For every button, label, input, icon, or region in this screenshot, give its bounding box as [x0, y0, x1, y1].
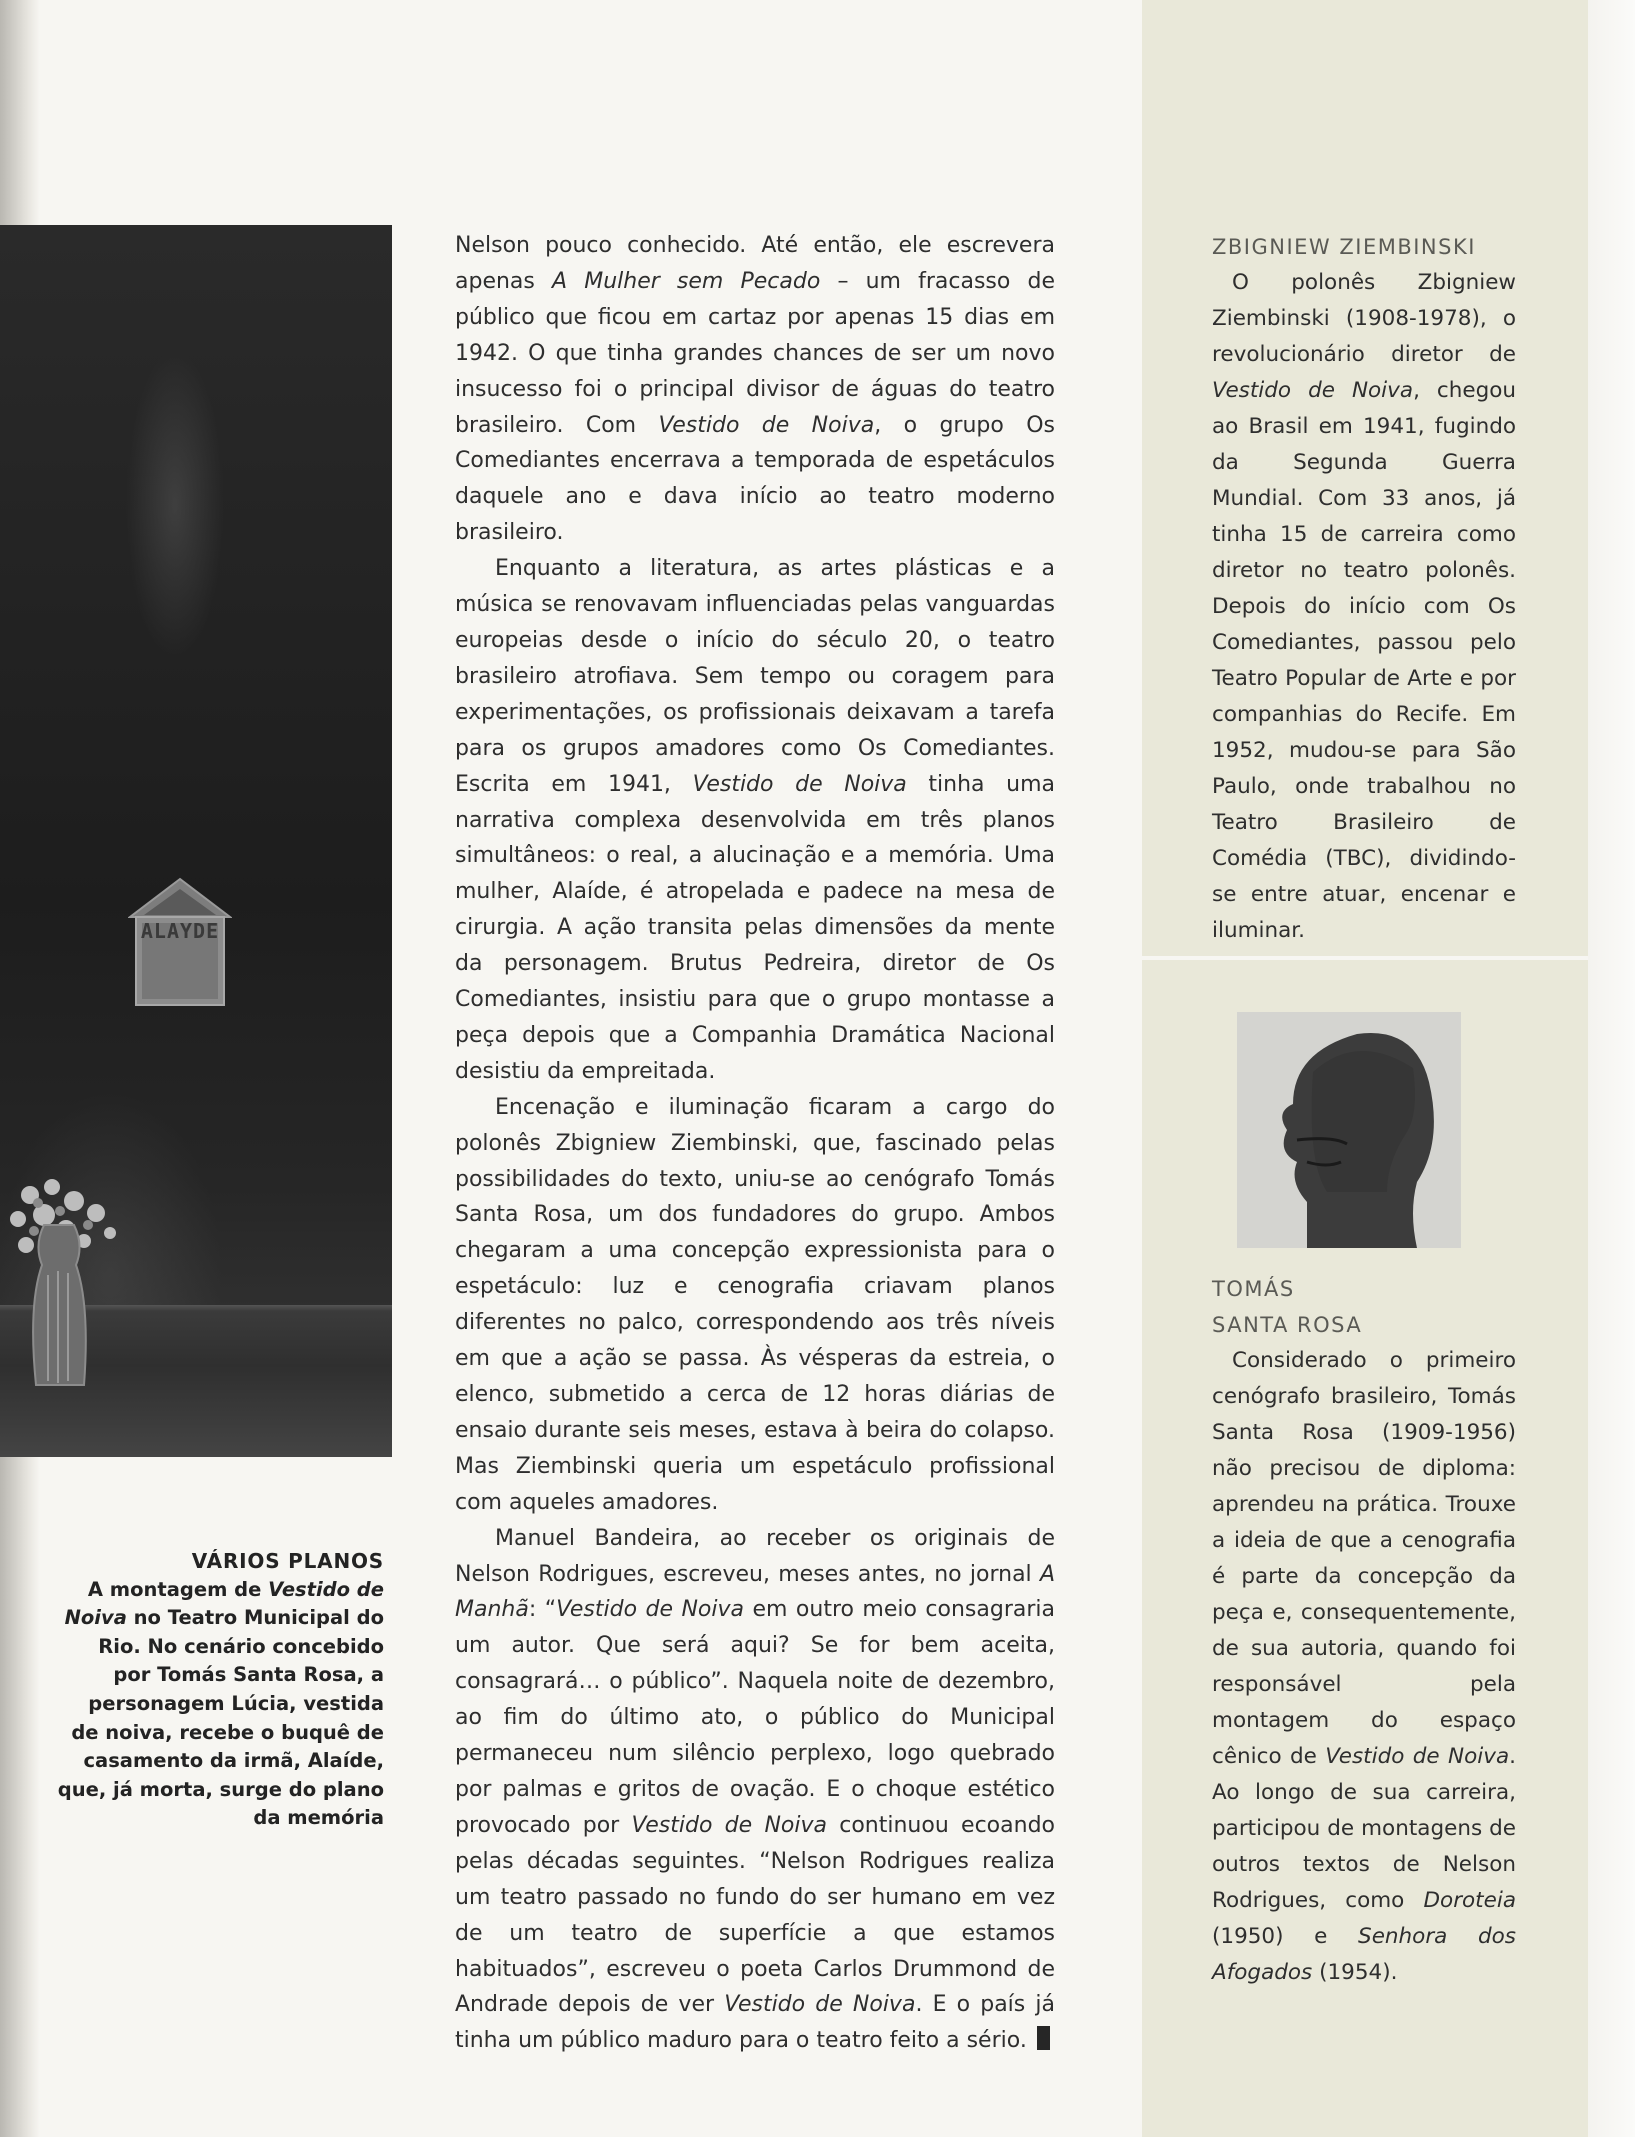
- italic-title: Vestido de Noiva: [64, 1577, 384, 1630]
- tombstone-sign: [128, 877, 232, 1007]
- italic-title: Senhora dos Afogados: [1212, 1924, 1517, 1985]
- text-run: em outro meio consagraria um autor. Que será aqui? Se for bem aceita, consagrará… o público”. Naquela noite de dezembro, ao fim do último ato, o público do Municipal permaneceu num silêncio perplexo, logo quebrado por palmas e gritos de ovação. E o choque estético provocado por: [455, 1597, 1055, 1838]
- italic-title: Vestido de Noiva: [631, 1812, 827, 1838]
- text-run: , chegou ao Brasil em 1941, fugindo da Segunda Guerra Mundial. Com 33 anos, já tinha 15 de carreira como diretor no teatro polonês. Depois do início com Os Comediantes, passou pelo Teatro Popular de Arte e por companhias do Recife. Em 1952, mudou-se para São Paulo, onde trabalhou no Teatro Brasileiro de Comédia (TBC), dividindo-se entre atuar, encenar e iluminar.: [1212, 378, 1516, 943]
- article-body: [455, 228, 1055, 2059]
- sidebar-heading: TOMÁS: [1212, 1277, 1295, 1301]
- text-run: . E o país já tinha um público maduro para o teatro feito a sério.: [455, 1992, 1055, 2054]
- sidebar-heading: ZBIGNIEW ZIEMBINSKI: [1212, 235, 1476, 259]
- article-paragraph: [455, 1090, 1055, 1521]
- article-paragraph: [455, 1521, 1055, 2060]
- text-run: (1950) e: [1212, 1924, 1359, 1949]
- end-of-article-icon: [1037, 2026, 1050, 2050]
- text-run: continuou ecoando pelas décadas seguintes. “Nelson Rodrigues realiza um teatro passado no fundo do ser humano em vez de um teatro de superfície a que estamos habituados”, escreveu o poeta Carlos Drummond de Andrade depois de ver: [455, 1812, 1055, 2018]
- text-run: A montagem de: [87, 1577, 269, 1601]
- sidebar-box-ziembinski: [1212, 229, 1516, 949]
- text-run: , o grupo Os Comediantes encerrava a temporada de espetáculos daquele ano e dava início ao teatro moderno brasileiro.: [455, 412, 1055, 546]
- article-paragraph: [455, 551, 1055, 1090]
- sidebar-body: [1212, 1343, 1516, 1991]
- italic-title: A Mulher sem Pecado: [552, 268, 821, 294]
- italic-title: A Manhã: [455, 1561, 1055, 1623]
- italic-title: Doroteia: [1423, 1888, 1516, 1913]
- sidebar-divider: [1142, 956, 1588, 960]
- sidebar-body: [1212, 265, 1516, 949]
- caption-title: VÁRIOS PLANOS: [191, 1549, 384, 1573]
- text-run: (1954).: [1312, 1960, 1398, 1985]
- text-run: Enquanto a literatura, as artes plásticas e a música se renovavam influenciadas pelas vanguardas europeias desde o início do século 20, o teatro brasileiro atrofiava. Sem tempo ou coragem para experimentações, os profissionais deixavam a tarefa para os grupos amadores como Os Comediantes. Escrita em 1941,: [455, 556, 1055, 797]
- text-run: no Teatro Municipal do Rio. No cenário concebido por Tomás Santa Rosa, a personagem Lúcia, vestida de noiva, recebe o buquê de casamento da irmã, Alaíde, que, já morta, surge do plano da memória: [57, 1606, 384, 1830]
- tombstone-label: ALAYDE: [140, 919, 220, 943]
- article-paragraph: [455, 228, 1055, 551]
- italic-title: Vestido de Noiva: [658, 412, 875, 438]
- text-run: Manuel Bandeira, ao receber os originais de Nelson Rodrigues, escreveu, meses antes, no jornal: [455, 1525, 1055, 1587]
- text-run: . Ao longo de sua carreira, participou de montagens de outros textos de Nelson Rodrigues, como: [1212, 1744, 1516, 1913]
- text-run: – um fracasso de público que ficou em cartaz por apenas 15 dias em 1942. O que tinha grandes chances de ser um novo insucesso foi o principal divisor de águas do teatro brasileiro. Com: [455, 268, 1055, 438]
- portrait-photo: [1237, 1012, 1461, 1248]
- italic-title: Vestido de Noiva: [1325, 1744, 1510, 1769]
- stage-photo: [0, 225, 392, 1457]
- sidebar-box-santa-rosa: [1212, 1271, 1516, 1991]
- italic-title: Vestido de Noiva: [1212, 378, 1414, 403]
- article-paragraph-text: [455, 1526, 1055, 2054]
- italic-title: Vestido de Noiva: [692, 771, 907, 797]
- italic-title: Vestido de Noiva: [724, 1992, 916, 2018]
- sidebar-heading: SANTA ROSA: [1212, 1313, 1363, 1337]
- text-run: tinha uma narrativa complexa desenvolvida em três planos simultâneos: o real, a alucinação e a memória. Uma mulher, Alaíde, é atropelada e padece na mesa de cirurgia. A ação transita pelas dimensões da mente da personagem. Brutus Pedreira, diretor de Os Comediantes, insistiu para que o grupo montasse a peça depois que a Companhia Dramática Nacional desistiu da empreitada.: [455, 771, 1056, 1084]
- text-run: Considerado o primeiro cenógrafo brasileiro, Tomás Santa Rosa (1909-1956) não precisou de diploma: aprendeu na prática. Trouxe a ideia de que a cenografia é parte da concepção da peça e, consequentemente, de sua autoria, quando foi responsável pela montagem do espaço cênico de: [1212, 1348, 1516, 1769]
- vase: [14, 1185, 104, 1395]
- text-run: O polonês Zbigniew Ziembinski (1908-1978), o revolucionário diretor de: [1212, 270, 1516, 367]
- caption-body: [56, 1576, 384, 1833]
- text-run: Nelson pouco conhecido. Até então, ele escrevera apenas: [455, 233, 1055, 294]
- page-right-margin: [1588, 0, 1635, 2137]
- photo-caption: [56, 1547, 384, 1833]
- text-run: Encenação e iluminação ficaram a cargo do polonês Zbigniew Ziembinski, que, fascinado pelas possibilidades do texto, uniu-se ao cenógrafo Tomás Santa Rosa, um dos fundadores do grupo. Ambos chegaram a uma concepção expressionista para o espetáculo: luz e cenografia criavam planos diferentes no palco, correspondendo aos três níveis em que a ação se passa. Às vésperas da estreia, o elenco, submetido a cerca de 12 horas diárias de ensaio durante seis meses, estava à beira do colapso. Mas Ziembinski queria um espetáculo profissional com aqueles amadores.: [455, 1094, 1055, 1515]
- italic-title: Vestido de Noiva: [556, 1597, 745, 1623]
- text-run: : “: [528, 1597, 557, 1623]
